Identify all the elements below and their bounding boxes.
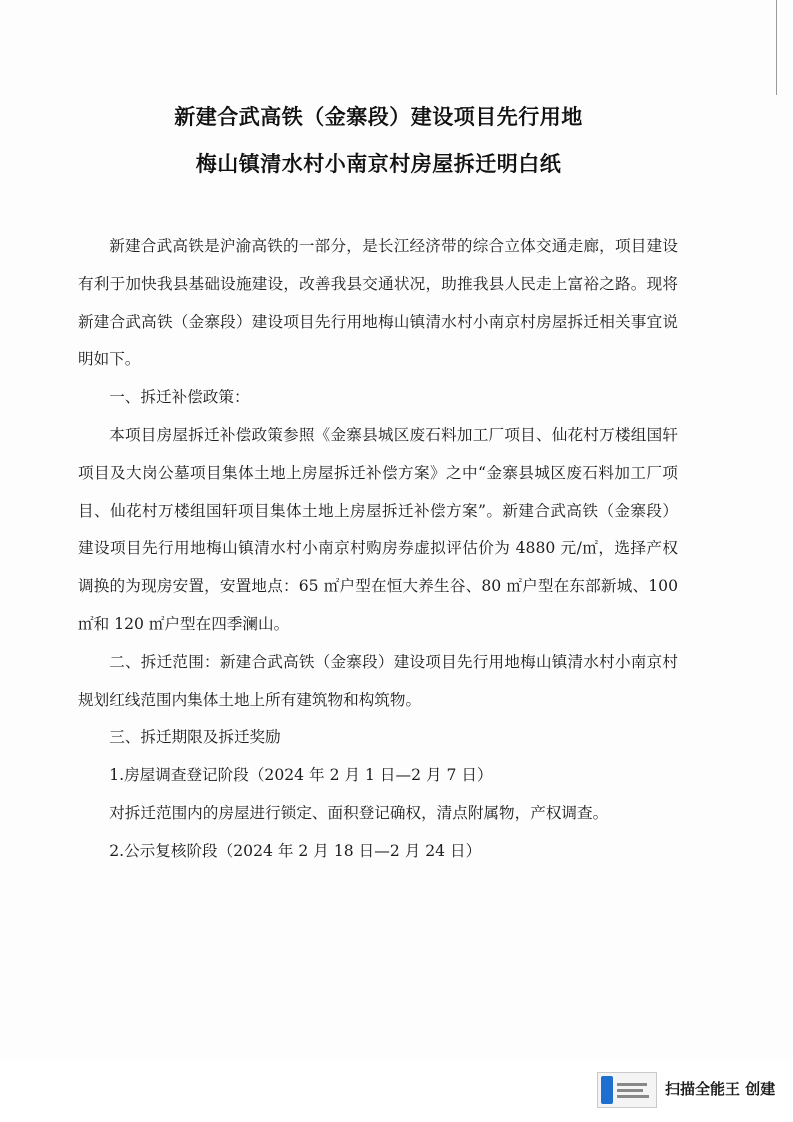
stage2-heading: 2.公示复核阶段（2024 年 2 月 18 日—2 月 24 日）	[109, 841, 482, 860]
stage1-description: 对拆迁范围内的房屋进行锁定、面积登记确权，清点附属物，产权调查。	[109, 803, 609, 822]
section-heading-deadline-reward: 三、拆迁期限及拆迁奖励	[109, 728, 281, 747]
stage1-heading: 1.房屋调查登记阶段（2024 年 2 月 1 日—2 月 7 日）	[109, 766, 493, 785]
logo-text-lines	[617, 1083, 649, 1098]
section-heading-compensation-policy: 一、拆迁补偿政策：	[109, 388, 250, 407]
scanner-app-logo-icon	[597, 1072, 657, 1108]
document-body	[78, 228, 678, 871]
logo-qr-block	[601, 1076, 613, 1104]
document-title-line2: 梅山镇清水村小南京村房屋拆迁明白纸	[195, 152, 562, 176]
page-edge-line	[776, 0, 777, 95]
document-title-line1: 新建合武高铁（金寨段）建设项目先行用地	[174, 105, 583, 129]
intro-paragraph: 新建合武高铁是沪渝高铁的一部分，是长江经济带的综合立体交通走廊，项目建设有利于加快我县基础设施建设，改善我县交通状况，助推我县人民走上富裕之路。现将新建合武高铁（金寨段）建设项目先行用地梅山镇清水村小南京村房屋拆迁相关事宜说明如下。	[78, 237, 678, 369]
scanner-footer-label: 扫描全能王 创建	[665, 1080, 776, 1098]
demolition-scope-paragraph: 二、拆迁范围：新建合武高铁（金寨段）建设项目先行用地梅山镇清水村小南京村规划红线范围内集体土地上所有建筑物和构筑物。	[78, 652, 678, 709]
compensation-policy-paragraph: 本项目房屋拆迁补偿政策参照《金寨县城区废石料加工厂项目、仙花村万楼组国轩项目及大岗公墓项目集体土地上房屋拆迁补偿方案》之中“金寨县城区废石料加工厂项目、仙花村万楼组国轩项目集体土地上房屋拆迁补偿方案”。新建合武高铁（金寨段）建设项目先行用地梅山镇清水村小南京村购房券虚拟评估价为 4880 元/㎡，选择产权调换的为现房安置，安置地点：65 ㎡户型在恒大养生谷、80 ㎡户型在东部新城、100 ㎡和 120 ㎡户型在四季澜山。	[78, 425, 678, 633]
